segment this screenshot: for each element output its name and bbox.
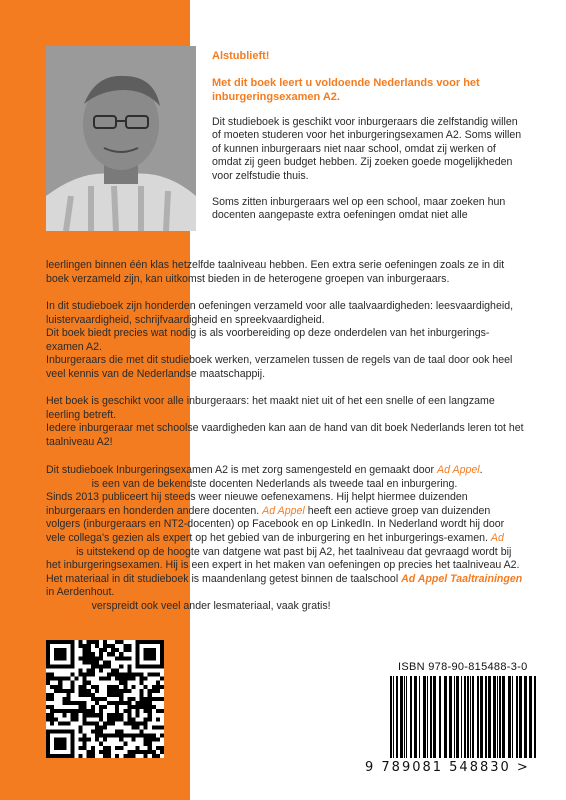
exercises-paragraph-2: Dit boek biedt precies wat nodig is als voorbereiding op deze onderdelen van het inburgerings-examen A2. [46, 327, 490, 353]
isbn-label: ISBN 978-90-815488-3-0 [398, 661, 528, 673]
intro-text-column [212, 50, 526, 223]
author-sentence-3: Sinds 2013 publiceert hij steeds weer nieuwe oefenexamens. Hij helpt hiermee duizenden inburgeraars en honderden andere docenten. [46, 491, 468, 517]
school-paragraph-start: Soms zitten inburgeraars wel op een school, maar zoeken hun docenten aangepaste extra oefeningen omdat niet alle [212, 195, 506, 222]
school-paragraph-rest-block [46, 259, 526, 286]
author-name: Ad Appel [46, 531, 504, 558]
exercises-paragraph-1: In dit studieboek zijn honderden oefeningen verzameld voor alle taalvaardigheden: leesvaardigheid, luistervaardigheid, schrijfvaardigheid en spreekvaardigheid. [46, 300, 514, 326]
author-sentence-2: is een van de bekendste docenten Nederlands als tweede taal en inburgering. [91, 477, 458, 490]
author-name: Ad Appel [262, 504, 305, 517]
headline: Met dit boek leert u voldoende Nederlands voor het inburgeringsexamen A2. [212, 76, 480, 103]
intro-paragraph: Dit studieboek is geschikt voor inburgeraars die zelfstandig willen of moeten studeren voor het inburgeringsexamen A2. Soms willen of kunnen inburgeraars niet naar school, omdat zij werken of omdat zij geen budget hebben. Zij zoeken goede mogelijkheden voor zelfstudie thuis. [212, 115, 522, 182]
author-paragraph: Dit studieboek Inburgeringsexamen A2 is met zorg samengesteld en gemaakt door Ad Appel. Ad Appel is een van de bekendste docenten Nederlands als tweede taal en inburgering. Sinds 2013 publiceert hij steeds weer nieuwe oefenexamens. Hij helpt hiermee duizenden inburgeraars en honderden andere docenten. Ad Appel heeft een actieve groep van duizenden volgers (inburgeraars en NT2-docenten) op Facebook en op LinkedIn. In Nederland wordt hij door vele collega's gezien als expert op het gebied van de inburgering en het inburgerings-examen. Ad Appel is uitstekend op de hoogte van datgene wat past bij A2, het taalniveau dat gevraagd wordt bij het inburgeringsexamen. Hij is een expert in het maken van oefeningen op precies het taalniveau A2. Het materiaal in dit studieboek is maandenlang getest binnen de taalschool Ad Appel Taaltrainingen in Aerdenhout. Ad Appel verspreidt ook veel ander lesmateriaal, vaak gratis! [46, 464, 523, 612]
school-paragraph-rest: leerlingen binnen één klas hetzelfde taalniveau hebben. Een extra serie oefeningen zoals ze in dit boek verzameld zijn, kan uitkomst bieden in de heterogene groepen van inburgeraars. [46, 259, 505, 285]
suitability-paragraph-2: Iedere inburgeraar met schoolse vaardigheden kan aan de hand van dit boek Nederlands leren tot het taalniveau A2! [46, 422, 524, 448]
school-name: Ad Appel Taaltrainingen [401, 572, 523, 585]
suitability-block [46, 395, 526, 449]
author-sentence-6: in Aerdenhout. [46, 586, 115, 599]
qr-code [46, 640, 164, 758]
exercises-paragraph-3: Inburgeraars die met dit studieboek werken, verzamelen tussen de regels van de taal door ook heel veel kennis van de Nederlandse maatschappij. [46, 354, 513, 380]
author-name: Ad Appel [46, 477, 89, 490]
suitability-paragraph-1: Het boek is geschikt voor alle inburgeraars: het maakt niet uit of het een snelle of een langzame leerling betreft. [46, 395, 495, 421]
author-name: Ad Appel [437, 464, 480, 476]
author-block [46, 464, 526, 614]
website-link[interactable]: www.adappel.nl [46, 615, 129, 627]
barcode-digits: 9 789081 548830 > [365, 760, 530, 775]
author-sentence-1: Dit studieboek Inburgeringsexamen A2 is met zorg samengesteld en gemaakt door [46, 464, 435, 476]
exercises-block [46, 300, 526, 382]
author-photo [46, 46, 196, 231]
author-sentence-5: is uitstekend op de hoogte van datgene wat past bij A2, het taalniveau dat gevraagd wordt bij het inburgeringsexamen. Hij is een expert in het maken van oefeningen op precies het taalniveau A2. Het materiaal in dit studieboek is maandenlang getest binnen de taalschool [46, 545, 520, 585]
greeting-heading: Alstublieft! [212, 50, 270, 62]
author-name: Ad Appel [46, 599, 89, 612]
author-sentence-7: verspreidt ook veel ander lesmateriaal, vaak gratis! [91, 599, 331, 612]
author-sentence-4: heeft een actieve groep van duizenden volgers (inburgeraars en NT2-docenten) op Facebook en op LinkedIn. In Nederland wordt hij door vele collega's gezien als expert op het gebied van de inburgering en het inburgerings-examen. [46, 504, 505, 544]
